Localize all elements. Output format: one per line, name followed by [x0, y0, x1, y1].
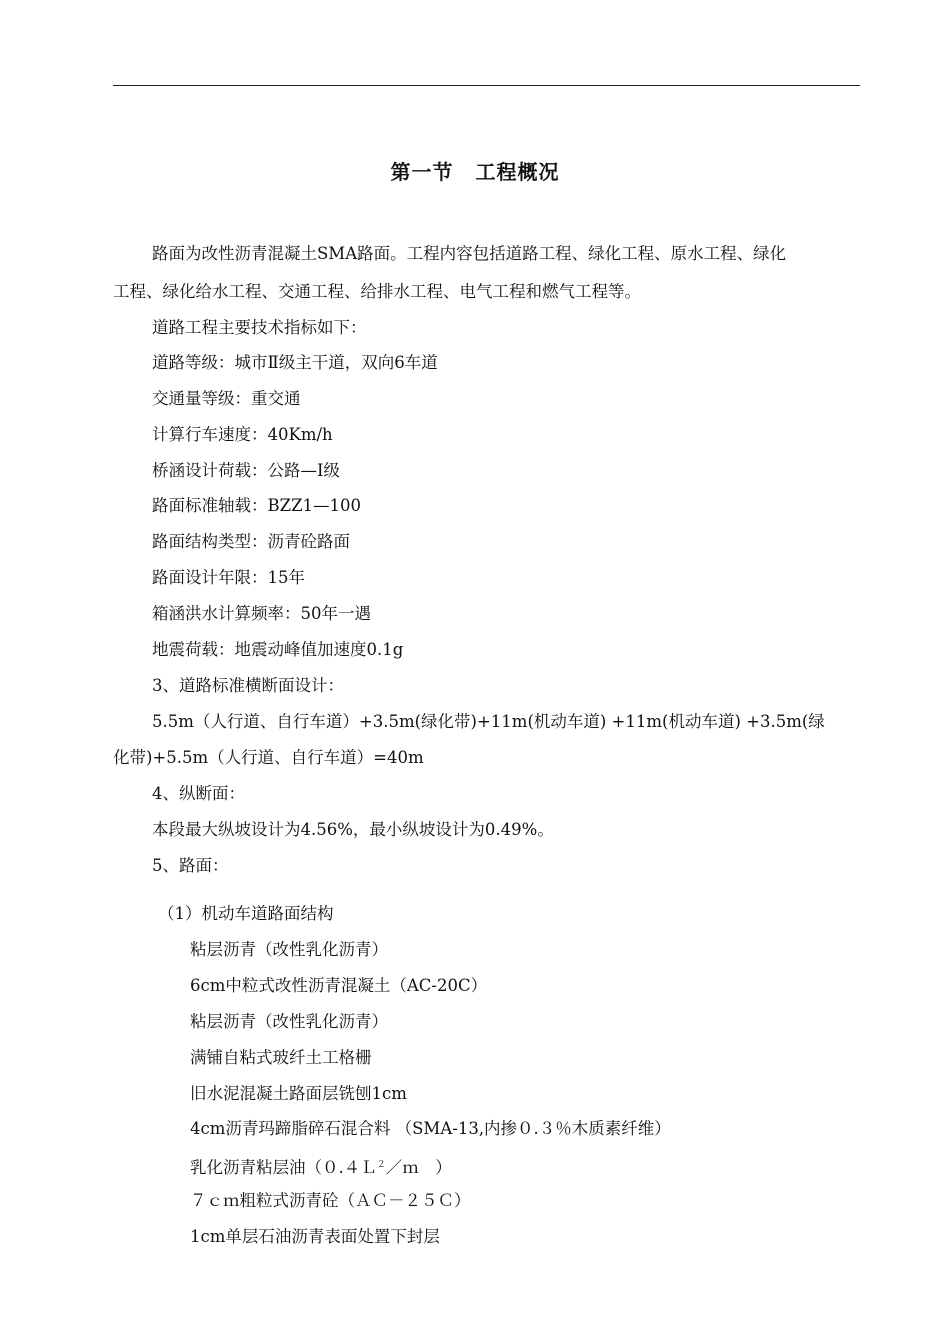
- pavement-layer: 粘层沥青（改性乳化沥青）: [190, 940, 388, 959]
- layer7-superscript: ２: [376, 1160, 386, 1170]
- pavement-layer: 旧水泥混凝土路面层铣刨1cm: [190, 1084, 407, 1103]
- pavement-layer: ７ｃｍ粗粒式沥青砼（ＡＣ－２５Ｃ）: [190, 1191, 471, 1210]
- section3-line-2: 化带)+5.5m（人行道、自行车道）=40m: [113, 748, 424, 767]
- section3-line-1: 5.5m（人行道、自行车道）+3.5m(绿化带)+11m(机动车道) +11m(机动车道) +3.5m(绿: [152, 712, 825, 731]
- section-heading: 工程概况: [475, 160, 560, 184]
- indicator-item: 路面结构类型：沥青砼路面: [152, 532, 350, 551]
- pavement-layer: 6cm中粒式改性沥青混凝土（AC-20C）: [190, 976, 488, 995]
- layer7-suffix: ／ｍ ）: [385, 1158, 452, 1177]
- section4-heading: 4、纵断面：: [152, 784, 245, 803]
- indicator-item: 计算行车速度：40Km/h: [152, 425, 333, 444]
- pavement-layer: 粘层沥青（改性乳化沥青）: [190, 1012, 388, 1031]
- indicator-item: 路面设计年限：15年: [152, 568, 305, 587]
- pavement-layer: 4cm沥青玛蹄脂碎石混合料 （SMA-13,内掺０.３％木质素纤维）: [190, 1119, 671, 1138]
- pavement-layer: 满铺自粘式玻纤土工格栅: [190, 1048, 372, 1067]
- indicator-item: 道路等级：城市Ⅱ级主干道，双向6车道: [152, 353, 438, 372]
- indicator-item: 路面标准轴载：BZZ1—100: [152, 496, 362, 515]
- section4-text: 本段最大纵坡设计为4.56%，最小纵坡设计为0.49%。: [152, 820, 554, 839]
- section5-heading: 5、路面：: [152, 856, 229, 875]
- indicator-item: 箱涵洪水计算频率：50年一遇: [152, 604, 371, 623]
- layer7-prefix: 乳化沥青粘层油（０.４Ｌ: [190, 1158, 377, 1177]
- section-number: 第一节: [390, 160, 454, 184]
- pavement-layer: [190, 1153, 452, 1180]
- intro-line-1: 路面为改性沥青混凝土SMA路面。工程内容包括道路工程、绿化工程、原水工程、绿化: [152, 244, 787, 263]
- intro-line-2: 工程、绿化给水工程、交通工程、给排水工程、电气工程和燃气工程等。: [113, 282, 641, 301]
- header-rule: [113, 85, 860, 86]
- section3-heading: 3、道路标准横断面设计：: [152, 676, 344, 695]
- section-title: [0, 158, 950, 186]
- section5-subheading: （1）机动车道路面结构: [158, 904, 334, 923]
- indicator-item: 桥涵设计荷载：公路—Ⅰ级: [152, 461, 341, 480]
- indicator-item: 交通量等级：重交通: [152, 389, 301, 408]
- indicator-item: 地震荷载：地震动峰值加速度0.1g: [152, 640, 404, 659]
- indicators-heading: 道路工程主要技术指标如下：: [152, 318, 367, 337]
- pavement-layer: 1cm单层石油沥青表面处置下封层: [190, 1227, 440, 1246]
